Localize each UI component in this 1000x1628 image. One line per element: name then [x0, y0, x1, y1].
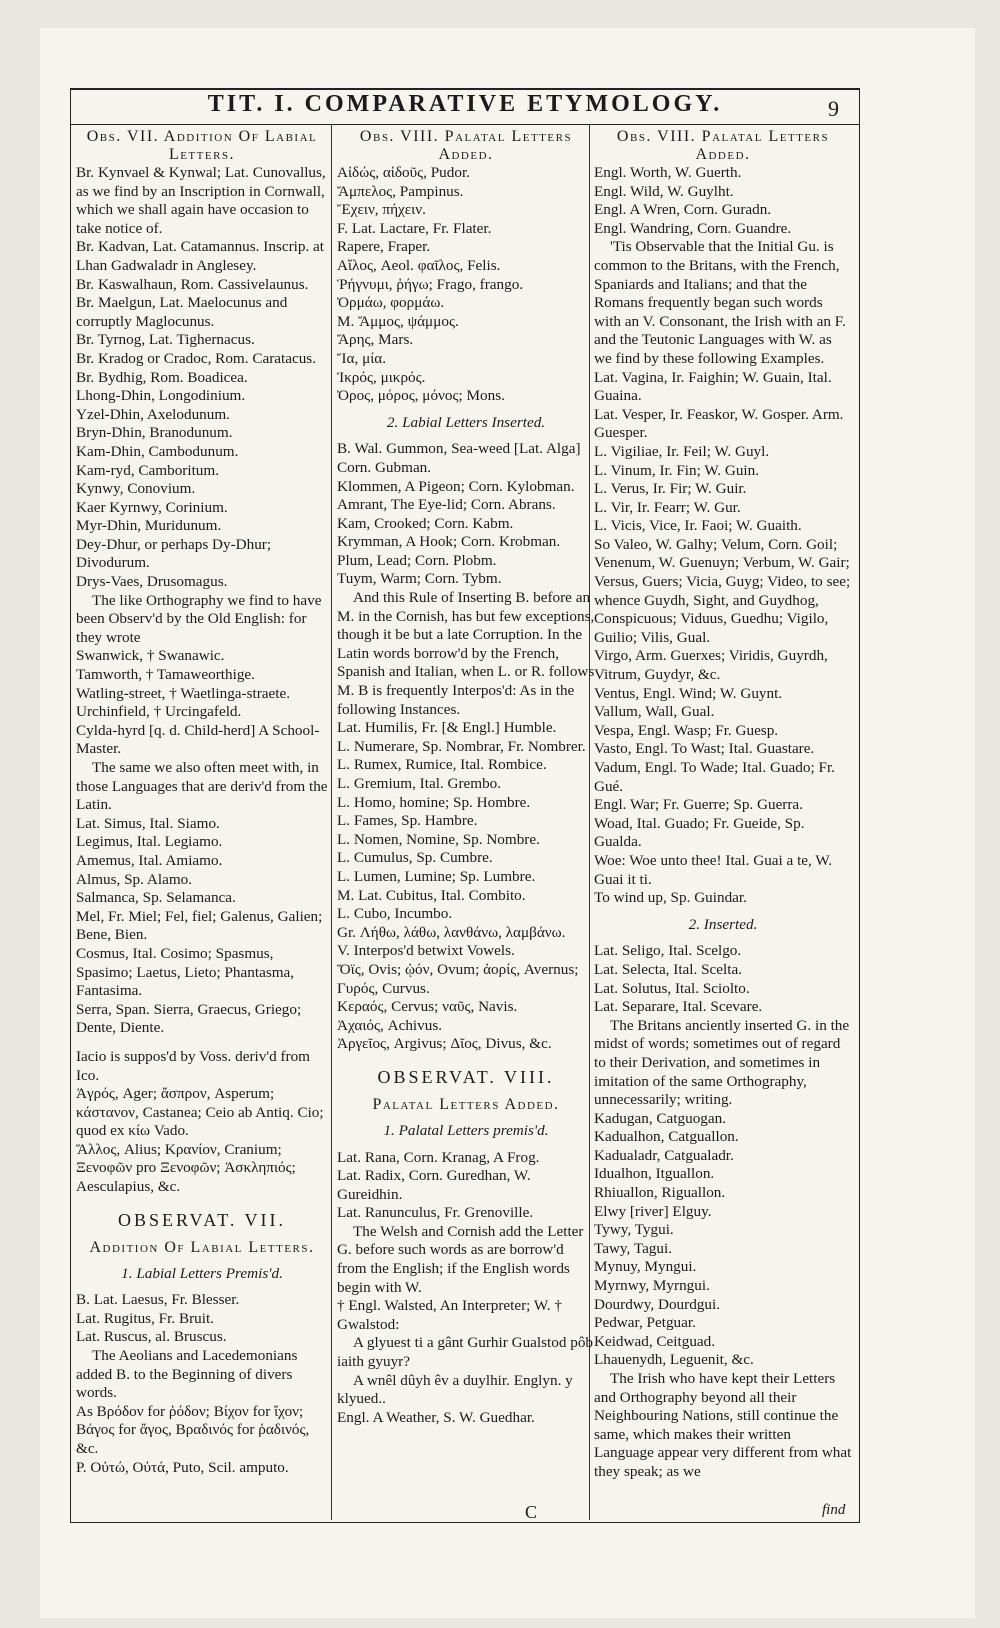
text-line: M. Ἄμμος, ψάμμος. — [337, 312, 459, 330]
text-line: Lat. Solutus, Ital. Sciolto. — [594, 979, 750, 997]
text-line: The Britans anciently inserted G. in the midst of words; sometimes out of regard to their Derivation, and sometimes in imitation of the same Orthography, unnecessarily; writing. — [594, 1016, 850, 1109]
text-line: Br. Kaswalhaun, Rom. Cassivelaunus. — [76, 275, 309, 293]
text-line: Addition Of Labial Letters. — [89, 1238, 315, 1256]
text-line: Engl. A Wren, Corn. Guradn. — [594, 201, 772, 219]
text-line: Kynwy, Conovium. — [76, 480, 196, 498]
text-line: Kadualhon, Catguallon. — [594, 1128, 739, 1146]
text-line: Engl. Wandring, Corn. Guandre. — [594, 219, 792, 237]
text-line: Salmanca, Sp. Selamanca. — [76, 889, 236, 907]
text-line: L. Nomen, Nomine, Sp. Nombre. — [337, 830, 540, 848]
text-line: P. Οὐτώ, Οὐτά, Puto, Scil. amputo. — [76, 1458, 289, 1476]
text-line: L. Homo, homine; Sp. Hombre. — [337, 793, 531, 811]
text-line — [76, 1038, 328, 1048]
catchword: find — [822, 1502, 846, 1518]
text-line: Ὀρμάω, φορμάω. — [337, 294, 445, 312]
text-line: Amemus, Ital. Amiamo. — [76, 851, 223, 869]
text-line: Kam, Crooked; Corn. Kabm. — [337, 514, 514, 532]
text-line: Br. Maelgun, Lat. Maelocunus and corruptly Maglocunus. — [76, 294, 288, 330]
text-line: Tamworth, † Tamaweorthige. — [76, 666, 255, 684]
text-line: As Βρόδον for ῥόδον; Βίχον for ἴχον; Βάγος for ἄγος, Βραδινός for ῥαδινός, &c. — [76, 1402, 310, 1457]
text-line: Lat. Vesper, Ir. Feaskor, W. Gosper. Arm. Guesper. — [594, 405, 844, 442]
text-line: Lhauenydh, Leguenit, &c. — [594, 1351, 754, 1369]
text-line: Vallum, Wall, Gual. — [594, 703, 715, 721]
text-line: L. Vir, Ir. Fearr; W. Gur. — [594, 498, 741, 516]
text-line: Ἀγρός, Ager; ἄσπρον, Asperum; κάστανον, Castanea; Ceio ab Antiq. Cio; quod ex κίω Vado. — [76, 1085, 324, 1140]
text-line: L. Cubo, Incumbo. — [337, 905, 453, 923]
text-line: Iacio is suppos'd by Voss. deriv'd from Ico. — [76, 1047, 310, 1084]
column-left — [76, 128, 328, 1514]
signature-mark: C — [525, 1502, 538, 1522]
text-line: Keidwad, Ceitguad. — [594, 1332, 716, 1350]
text-line: Elwy [river] Elguy. — [594, 1202, 712, 1220]
text-line: A glyuest ti a gânt Gurhir Gualstod pôb iaith gyuyr? — [337, 1334, 594, 1371]
text-line: B. Lat. Laesus, Fr. Blesser. — [76, 1291, 240, 1309]
text-line: L. Lumen, Lumine; Sp. Lumbre. — [337, 867, 536, 885]
text-line: Engl. War; Fr. Guerre; Sp. Guerra. — [594, 796, 803, 814]
text-line: L. Vicis, Vice, Ir. Faoi; W. Guaith. — [594, 517, 802, 535]
text-line: Rapere, Fraper. — [337, 238, 431, 256]
text-line: 1. Palatal Letters premis'd. — [383, 1121, 549, 1139]
text-line: To wind up, Sp. Guindar. — [594, 889, 747, 907]
text-line: Kadugan, Catguogan. — [594, 1109, 727, 1127]
text-line: Engl. Wild, W. Guylht. — [594, 182, 734, 200]
column-right — [594, 128, 852, 1514]
text-line: Ἴα, μία. — [337, 349, 387, 367]
text-line: 'Tis Observable that the Initial Gu. is common to the Britans, with the French, Spaniards and Italians; and that the Romans frequently began such words with an V. Consonant, the Irish with an F. and the Teutonic Languages with W. as we find by these following Examples. — [594, 238, 846, 367]
text-line: Yzel-Dhin, Axelodunum. — [76, 405, 230, 423]
text-line: Engl. Worth, W. Guerth. — [594, 164, 742, 181]
text-line: † Engl. Walsted, An Interpreter; W. † Gwalstod: — [337, 1297, 562, 1333]
text-line: OBSERVAT. VII. — [117, 1209, 287, 1230]
text-line: Amrant, The Eye-lid; Corn. Abrans. — [337, 496, 556, 514]
text-line: Ἄλλος, Alius; Κρανίον, Cranium; Ξενοφῶν pro Ξενοφῶν; Ἀσκληπιός; Aesculapius, &c. — [76, 1140, 296, 1196]
text-line: Ἀχαιός, Achivus. — [337, 1016, 443, 1034]
text-line: Serra, Span. Sierra, Graecus, Griego; Dente, Diente. — [76, 1000, 302, 1037]
text-line: Lat. Vagina, Ir. Faighin; W. Guain, Ital. Guaina. — [594, 368, 832, 405]
text-line: And this Rule of Inserting B. before an M. in the Cornish, has but few exceptions, though it be but a late Corruption. In the Latin words borrow'd by the French, Spanish and Italian, when L. or R. follows M. B is frequently Interpos'd: As in the following Instances. — [337, 589, 595, 718]
text-line: L. Gremium, Ital. Grembo. — [337, 775, 502, 792]
text-line: Klommen, A Pigeon; Corn. Kylobman. — [337, 477, 575, 495]
text-line: L. Fames, Sp. Hambre. — [337, 812, 478, 830]
text-line: Palatal Letters Added. — [372, 1095, 560, 1113]
text-line: L. Cumulus, Sp. Cumbre. — [337, 849, 493, 867]
text-line: Bryn-Dhin, Branodunum. — [76, 424, 233, 442]
page-number: 9 — [828, 96, 839, 121]
text-line: Lat. Simus, Ital. Siamo. — [76, 814, 220, 832]
text-line: Mynuy, Myngui. — [594, 1258, 697, 1276]
text-line: So Valeo, W. Galhy; Velum, Corn. Goil; Venenum, W. Guenuyn; Verbum, W. Gair; Versus, Guers; Vicia, Guyg; Video, to see; whence Guydh, Sight, and Guydhog, Conspicuous; Viduus, Guedhu; Vigilo, Guilio; Vilis, Gual. — [594, 535, 851, 646]
text-line: Lat. Rana, Corn. Kranag, A Frog. — [337, 1148, 540, 1166]
text-line: Cosmus, Ital. Cosimo; Spasmus, Spasimo; Laetus, Lieto; Phantasma, Fantasima. — [76, 944, 295, 1000]
text-line: 2. Labial Letters Inserted. — [386, 413, 546, 431]
text-line: Legimus, Ital. Legiamo. — [76, 833, 223, 851]
text-line: V. Interpos'd betwixt Vowels. — [337, 942, 515, 960]
text-line: Kam-Dhin, Cambodunum. — [76, 442, 239, 460]
text-line: Plum, Lead; Corn. Plobm. — [337, 551, 497, 569]
text-line: M. Lat. Cubitus, Ital. Combito. — [337, 886, 526, 904]
text-line: Br. Kradog or Cradoc, Rom. Caratacus. — [76, 349, 316, 367]
text-line: F. Lat. Lactare, Fr. Flater. — [337, 219, 492, 237]
column-divider — [331, 124, 332, 1520]
text-line: Ὀρος, μόρος, μόνος; Mons. — [337, 387, 505, 405]
text-line: Ἰκρός, μικρός. — [337, 368, 426, 386]
text-line: Krymman, A Hook; Corn. Krobman. — [337, 533, 561, 551]
text-line: Pedwar, Petguar. — [594, 1314, 696, 1332]
text-line: Myr-Dhin, Muridunum. — [76, 517, 222, 535]
text-line: Lhong-Dhin, Longodinium. — [76, 387, 246, 405]
page-title: TIT. I. COMPARATIVE ETYMOLOGY. — [207, 91, 723, 117]
text-line: Br. Kadvan, Lat. Catamannus. Inscrip. at Lhan Gadwaladr in Anglesey. — [76, 238, 324, 274]
text-line: B. Wal. Gummon, Sea-weed [Lat. Alga] Corn. Gubman. — [337, 440, 581, 476]
text-line: Lat. Separare, Ital. Scevare. — [594, 998, 763, 1016]
text-line: Αἰδώς, αἰδοῦς, Pudor. — [337, 164, 470, 181]
text-line: Tywy, Tygui. — [594, 1221, 674, 1239]
text-line: Tuym, Warm; Corn. Tybm. — [337, 570, 502, 588]
text-line: 1. Labial Letters Premis'd. — [121, 1264, 283, 1282]
text-line: Ῥήγνυμι, ῥήγω; Frago, frango. — [337, 275, 524, 293]
text-line: Lat. Rugitus, Fr. Bruit. — [76, 1309, 214, 1327]
column-middle — [337, 128, 595, 1514]
text-line: Idualhon, Itguallon. — [594, 1165, 715, 1183]
text-line: OBSERVAT. VIII. — [377, 1066, 555, 1087]
text-line: The like Orthography we find to have been Observ'd by the Old English: for they wrote — [76, 591, 322, 646]
text-line: Lat. Ruscus, al. Bruscus. — [76, 1328, 227, 1346]
text-line: Drys-Vaes, Drusomagus. — [76, 573, 228, 591]
text-line: Woad, Ital. Guado; Fr. Gueide, Sp. Gualda. — [594, 814, 805, 851]
text-line: A wnêl dûyh êv a duylhir. Englyn. y klyued.. — [337, 1371, 573, 1408]
text-line: Ἀργεῖος, Argivus; Δῖος, Divus, &c. — [337, 1035, 552, 1053]
text-line: Lat. Seligo, Ital. Scelgo. — [594, 942, 742, 960]
text-line: The Welsh and Cornish add the Letter G. before such words as are borrow'd from the English; if the English words begin with W. — [337, 1222, 584, 1296]
text-line: Lat. Selecta, Ital. Scelta. — [594, 960, 743, 978]
text-line: The Irish who have kept their Letters and Orthography beyond all their Neighbouring Nations, still continue the same, which makes their written Language appear very different from what they speak; as we — [594, 1370, 852, 1480]
text-line: Swanwick, † Swanawic. — [76, 647, 225, 665]
text-line: L. Rumex, Rumice, Ital. Rombice. — [337, 756, 547, 774]
text-line: Lat. Ranunculus, Fr. Grenoville. — [337, 1204, 534, 1222]
text-line: Αἴλος, Aeol. φαῖλος, Felis. — [337, 256, 501, 274]
text-line: Br. Bydhig, Rom. Boadicea. — [76, 368, 248, 386]
text-line: L. Numerare, Sp. Nombrar, Fr. Nombrer. — [337, 737, 586, 755]
text-line: Kaer Kyrnwy, Corinium. — [76, 498, 228, 516]
text-line: Ventus, Engl. Wind; W. Guynt. — [594, 684, 783, 702]
text-line: Urchinfield, † Urcingafeld. — [76, 703, 242, 721]
text-line: The same we also often meet with, in those Languages that are deriv'd from the Latin. — [76, 759, 328, 814]
text-line: Κεραός, Cervus; ναῦς, Navis. — [337, 998, 518, 1016]
text-line: Obs. VIII. Palatal Letters Added. — [359, 128, 573, 163]
text-line: Virgo, Arm. Guerxes; Viridis, Guyrdh, Vitrum, Guydyr, &c. — [594, 647, 828, 684]
text-line: Gr. Λήθω, λάθω, λανθάνω, λαμβάνω. — [337, 923, 566, 941]
text-line: Engl. A Weather, S. W. Guedhar. — [337, 1408, 535, 1426]
text-line: Dey-Dhur, or perhaps Dy-Dhur; Divodurum. — [76, 535, 272, 572]
text-line: Cylda-hyrd [q. d. Child-herd] A School-Master. — [76, 721, 320, 758]
text-line: Lat. Radix, Corn. Guredhan, W. Gureidhin. — [337, 1167, 531, 1203]
text-line: The Aeolians and Lacedemonians added B. to the Beginning of divers words. — [76, 1347, 298, 1402]
text-line: Br. Tyrnog, Lat. Tighernacus. — [76, 331, 255, 349]
text-line: Vadum, Engl. To Wade; Ital. Guado; Fr. Gué. — [594, 759, 835, 795]
running-header — [70, 88, 860, 125]
text-line: Vasto, Engl. To Wast; Ital. Guastare. — [594, 740, 815, 758]
text-line: Rhiuallon, Riguallon. — [594, 1184, 726, 1202]
text-line: Obs. VIII. Palatal Letters Added. — [616, 128, 830, 163]
text-line: Ὄϊς, Ovis; ᾠόν, Ovum; ἀορίς, Avernus; Γυρός, Curvus. — [337, 960, 579, 997]
text-line: Lat. Humilis, Fr. [& Engl.] Humble. — [337, 719, 557, 737]
text-line: L. Vigiliae, Ir. Feil; W. Guyl. — [594, 442, 770, 460]
text-line: Woe: Woe unto thee! Ital. Guai a te, W. Guai it ti. — [594, 851, 833, 888]
text-line: Mel, Fr. Miel; Fel, fiel; Galenus, Galien; Bene, Bien. — [76, 907, 323, 944]
text-line: Obs. VII. Addition Of Labial Letters. — [86, 128, 318, 163]
text-line: Watling-street, † Waetlinga-straete. — [76, 684, 291, 702]
text-line: Kam-ryd, Camboritum. — [76, 461, 219, 479]
text-line: Myrnwy, Myrngui. — [594, 1277, 710, 1295]
text-line: Almus, Sp. Alamo. — [76, 870, 193, 888]
text-line: Tawy, Tagui. — [594, 1239, 673, 1257]
text-line: 2. Inserted. — [688, 915, 758, 933]
text-line: Dourdwy, Dourdgui. — [594, 1295, 720, 1313]
text-line: L. Vinum, Ir. Fin; W. Guin. — [594, 461, 760, 479]
text-line: Kadualadr, Catgualadr. — [594, 1146, 734, 1164]
text-line: Vespa, Engl. Wasp; Fr. Guesp. — [594, 721, 779, 739]
text-line: Br. Kynvael & Kynwal; Lat. Cunovallus, as we find by an Inscription in Cornwall, which we shall again have occasion to take notice of. — [76, 164, 326, 237]
text-line: L. Verus, Ir. Fir; W. Guir. — [594, 480, 747, 498]
text-line: Ἄμπελος, Pampinus. — [337, 182, 464, 200]
text-line: Ἔχειν, πήχειν. — [337, 201, 426, 219]
text-line: Ἄρης, Mars. — [337, 331, 414, 349]
